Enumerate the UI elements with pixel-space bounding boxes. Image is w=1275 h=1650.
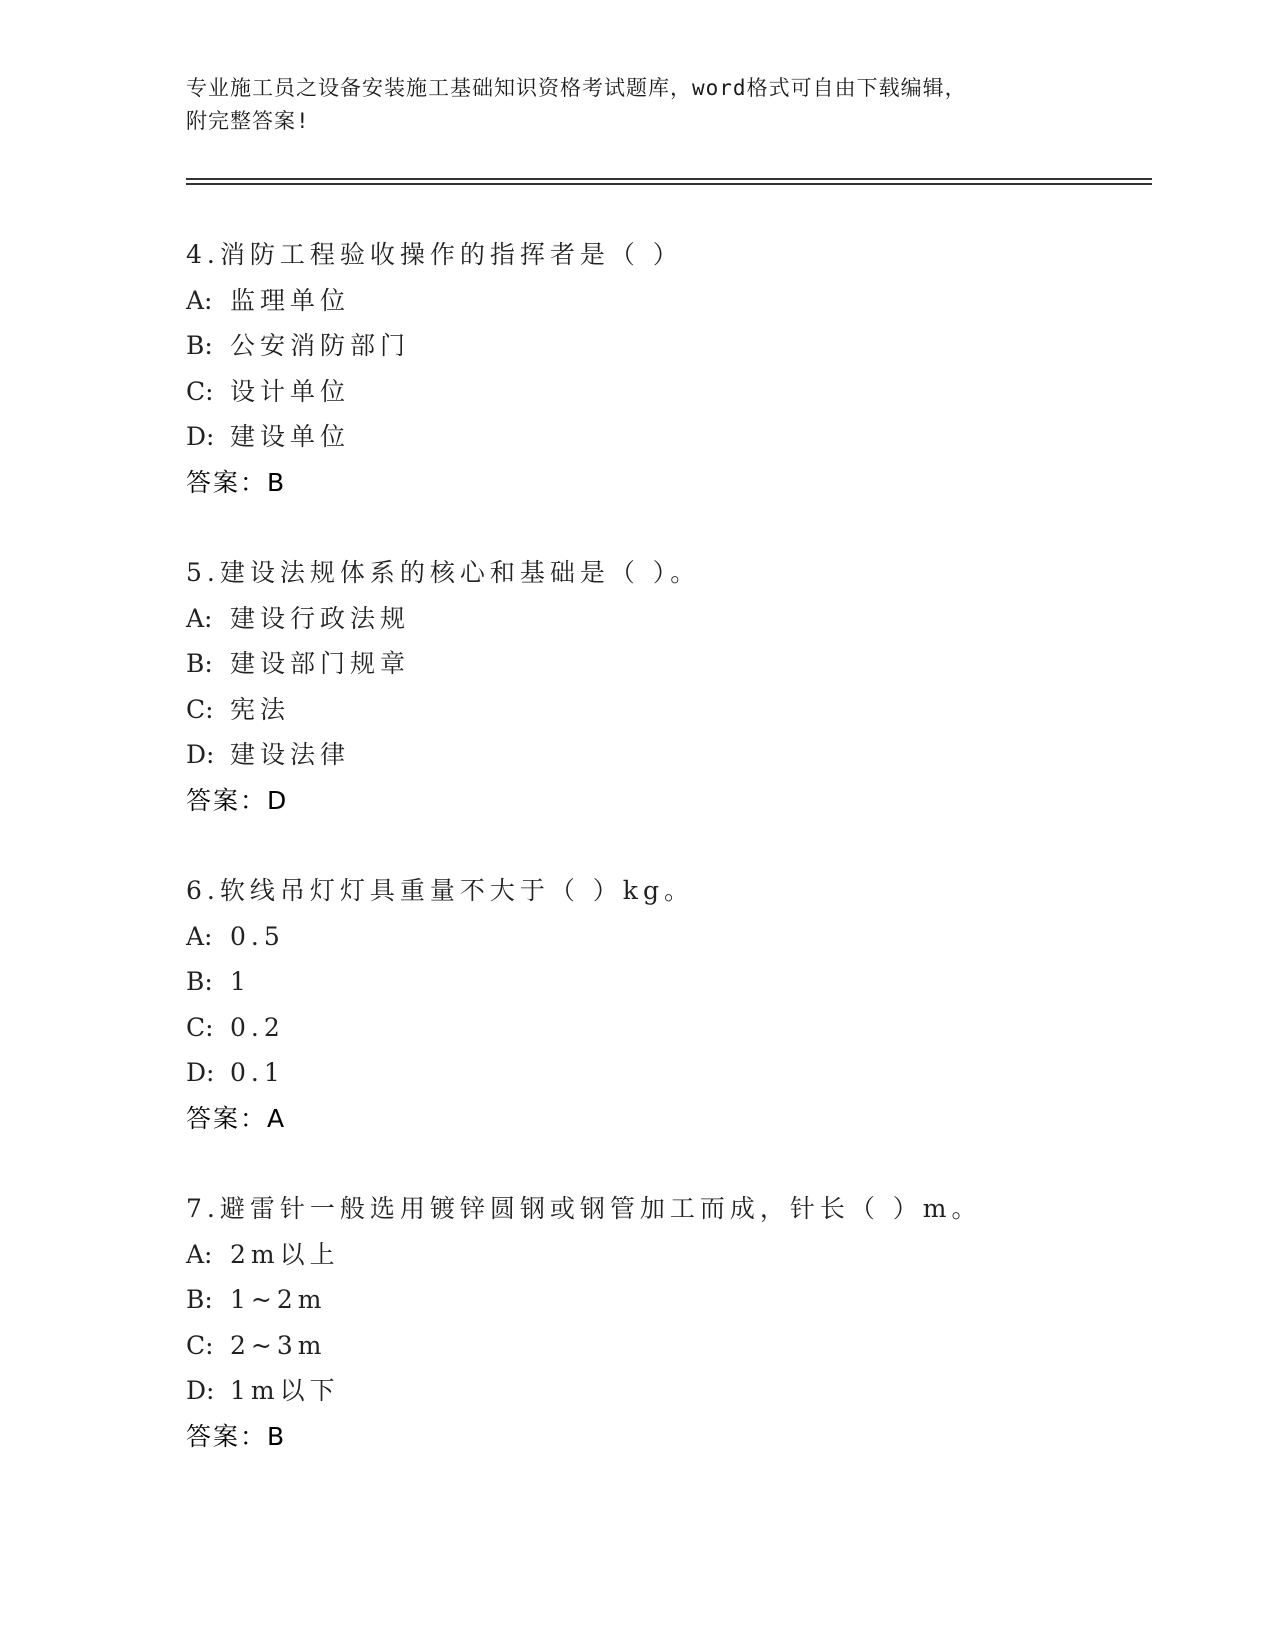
question-stem: 4.消防工程验收操作的指挥者是（ ） (186, 240, 683, 269)
option-c (186, 1005, 1136, 1051)
question-7 (186, 1186, 1136, 1459)
answer-line: 答案：B (186, 467, 287, 497)
option-letter: C: (186, 1012, 214, 1042)
option-letter: D: (186, 740, 215, 769)
option-text: 1m以下 (230, 1376, 340, 1405)
answer-line: 答案：B (186, 1421, 287, 1451)
option-text: 建设部门规章 (230, 649, 411, 678)
option-c (186, 369, 1136, 415)
header-line-1: 专业施工员之设备安装施工基础知识资格考试题库，word格式可自由下载编辑， (186, 76, 967, 100)
option-letter: C: (186, 1330, 214, 1360)
option-letter: B: (186, 331, 213, 360)
option-text: 1~2m (230, 1285, 327, 1314)
option-letter: C: (186, 376, 214, 406)
document-header (186, 72, 1086, 138)
option-a (186, 1232, 1136, 1278)
option-text: 2~3m (230, 1330, 327, 1360)
option-text: 建设行政法规 (230, 603, 411, 633)
option-c (186, 687, 1136, 733)
option-b (186, 323, 1136, 369)
option-a (186, 914, 1136, 960)
option-text: 建设单位 (230, 422, 351, 451)
option-letter: B: (186, 649, 213, 678)
option-text: 建设法律 (230, 740, 351, 769)
option-a (186, 278, 1136, 324)
option-b (186, 959, 1136, 1005)
header-divider-top (186, 178, 1152, 180)
option-letter: D: (186, 1058, 215, 1087)
option-letter: A: (186, 285, 213, 315)
answer-line: 答案：A (186, 1103, 287, 1133)
option-text: 设计单位 (230, 376, 351, 406)
option-text: 0.1 (230, 1058, 285, 1087)
option-b (186, 641, 1136, 687)
option-b (186, 1277, 1136, 1323)
answer-line: 答案：D (186, 785, 289, 815)
header-divider-bottom (186, 183, 1152, 185)
question-stem: 6.软线吊灯灯具重量不大于（ ）kg。 (186, 876, 694, 905)
option-text: 宪法 (230, 694, 291, 724)
option-d (186, 1050, 1136, 1096)
option-d (186, 1368, 1136, 1414)
option-d (186, 414, 1136, 460)
option-text: 0.5 (230, 921, 285, 951)
option-d (186, 732, 1136, 778)
option-letter: A: (186, 921, 213, 951)
option-text: 公安消防部门 (230, 331, 411, 360)
option-letter: D: (186, 1376, 215, 1405)
option-text: 2m以上 (230, 1239, 340, 1269)
option-letter: C: (186, 694, 214, 724)
option-text: 1 (230, 967, 251, 996)
option-text: 监理单位 (230, 285, 351, 315)
header-line-2: 附完整答案! (186, 109, 310, 133)
option-letter: B: (186, 1285, 213, 1314)
question-5 (186, 550, 1136, 823)
question-stem: 7.避雷针一般选用镀锌圆钢或钢管加工而成，针长（ ）m。 (186, 1194, 982, 1223)
question-4 (186, 232, 1136, 505)
option-letter: D: (186, 422, 215, 451)
question-stem: 5.建设法规体系的核心和基础是（ ）。 (186, 558, 701, 587)
question-6 (186, 868, 1136, 1141)
option-a (186, 596, 1136, 642)
option-c (186, 1323, 1136, 1369)
option-letter: A: (186, 1239, 213, 1269)
option-letter: A: (186, 603, 213, 633)
option-text: 0.2 (230, 1012, 285, 1042)
option-letter: B: (186, 967, 213, 996)
